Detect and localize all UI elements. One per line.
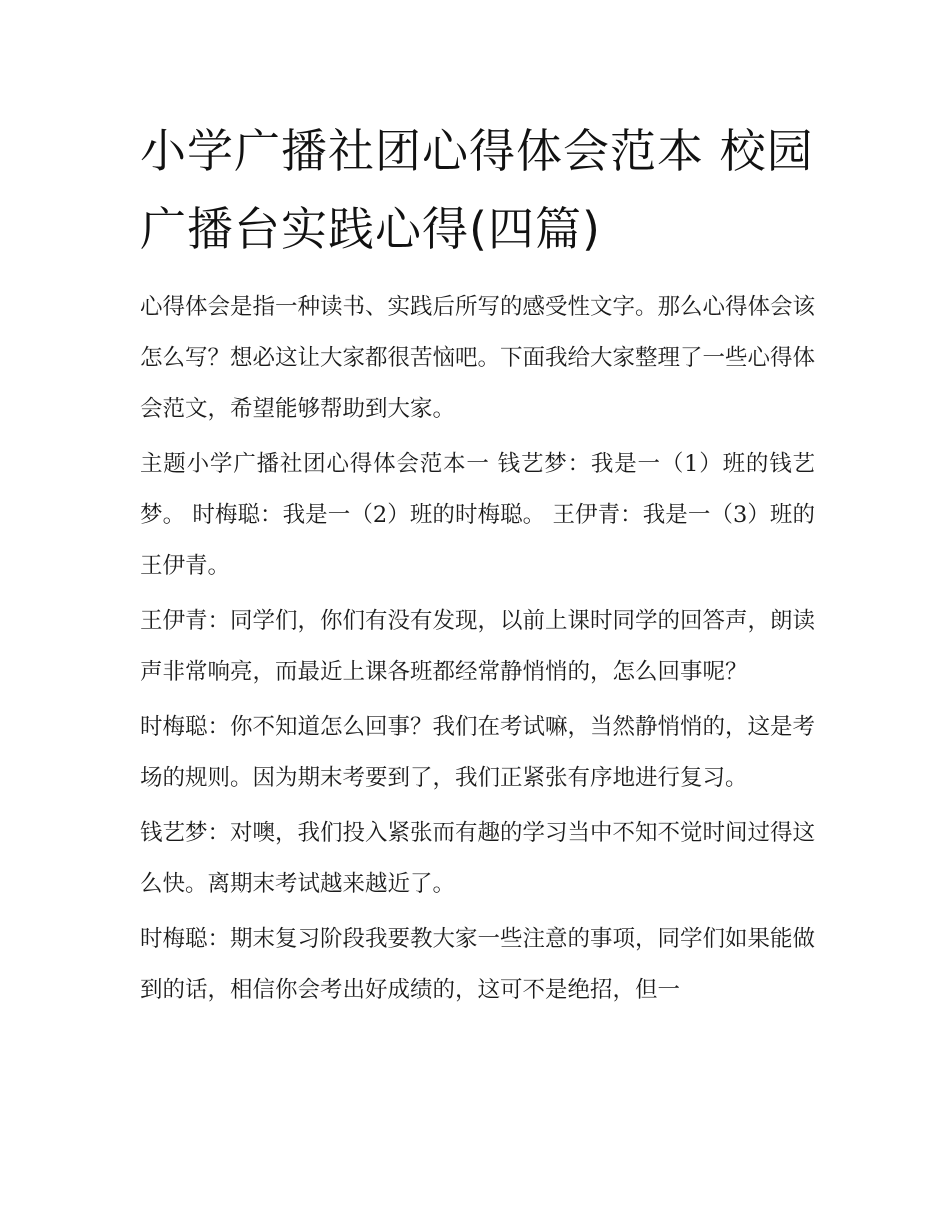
paragraph-shi-meicong-1: 时梅聪：你不知道怎么回事？我们在考试嘛，当然静悄悄的，这是考场的规则。因为期末考要到了，我们正紧张有序地进行复习。 — [140, 714, 816, 791]
paragraph-qian-yimeng: 钱艺梦：对噢，我们投入紧张而有趣的学习当中不知不觉时间过得这么快。离期末考试越来越近了。 — [140, 820, 816, 897]
paragraph-introductions: 主题小学广播社团心得体会范本一 钱艺梦：我是一（1）班的钱艺梦。 时梅聪：我是一（2）班的时梅聪。 王伊青：我是一（3）班的王伊青。 — [140, 451, 815, 579]
document-body — [140, 112, 815, 1020]
paragraph-wang-yiqing: 王伊青：同学们，你们有没有发现，以前上课时同学的回答声，朗读声非常响亮，而最近上课各班都经常静悄悄的，怎么回事呢？ — [140, 608, 816, 685]
document-title: 小学广播社团心得体会范本 校园广播台实践心得(四篇) — [140, 124, 814, 256]
paragraph-shi-meicong-2: 时梅聪：期末复习阶段我要教大家一些注意的事项，同学们如果能做到的话，相信你会考出好成绩的，这可不是绝招，但一 — [140, 926, 816, 1003]
paragraph-intro: 心得体会是指一种读书、实践后所写的感受性文字。那么心得体会该怎么写？想必这让大家都很苦恼吧。下面我给大家整理了一些心得体会范文，希望能够帮助到大家。 — [140, 294, 816, 422]
